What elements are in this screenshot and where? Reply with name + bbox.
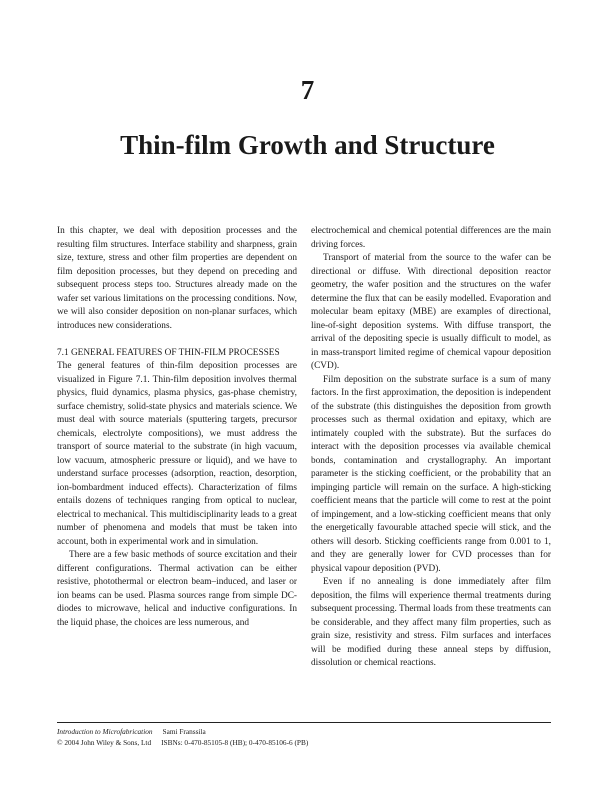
right-column — [311, 225, 551, 671]
footer-copyright: © 2004 John Wiley & Sons, Ltd — [57, 738, 152, 747]
body-paragraph: Transport of material from the source to the wafer can be directional or diffuse. With directional deposition reactor geometry, the wafer position and the structures on the wafer determine the flux that can be easily modelled. Evaporation and molecular beam epitaxy (MBE) are examples of directional, line-of-sight deposition systems. With diffuse transport, the arrival of the depositing specie is usually difficult to model, as in mass-transport limited regime of chemical vapour deposition (CVD). — [311, 253, 551, 371]
chapter-number: 7 — [300, 75, 315, 105]
body-paragraph: Film deposition on the substrate surface is a sum of many factors. In the first approximation, the deposition is independent of the substrate (this distinguishes the deposition from growth processes such as thermal oxidation and epitaxy, which are intimately coupled with the substrate). But the surfaces do interact with the deposition processes via available chemical bonds, contamination and crystallography. An important parameter is the sticking coefficient, or the probability that an impinging particle will remain on the surface. A high-sticking coefficient means that the particle will come to rest at the point of impingement, and a low-sticking coefficient means that only the energetically favourable attached specie will stick, and the others will desorb. Sticking coefficients range from 0.001 to 1, and they are generally lower for CVD processes than for physical vapour deposition (PVD). — [311, 374, 551, 574]
body-paragraph: The general features of thin-film deposition processes are visualized in Figure 7.1. Thin-film deposition involves thermal physics, fluid dynamics, plasma physics, gas-phase chemistry, surface chemistry, solid-state physics and materials science. We must deal with source materials (sputtering targets, precursor chemicals, electrolyte compositions), we must address the transport of source material to the substrate (in high vacuum, low vacuum, atmospheric pressure or liquid), and we have to understand surface processes (adsorption, reaction, desorption, ion-bombardment induced effects). Characterization of films entails dozens of techniques ranging from optical to nuclear, electrical to mechanical. This multidisciplinarity leads to a great number of phenomena and models that must be taken into account, both in experimental work and in simulation. — [57, 361, 297, 547]
left-column — [57, 225, 297, 630]
body-paragraph: There are a few basic methods of source excitation and their different configurations. Thermal activation can be either resistive, photothermal or electron beam–induced, and laser or ion beams can be used. Plasma sources range from simple DC-diodes to microwave, helical and inductive configurations. In the liquid phase, the choices are less numerous, and — [57, 550, 297, 628]
footer-book-title: Introduction to Microfabrication — [57, 727, 153, 736]
footer-divider — [57, 722, 551, 723]
footer-copyright-line — [57, 738, 551, 748]
intro-paragraph: In this chapter, we deal with deposition processes and the resulting film structures. Interface stability and sharpness, grain size, texture, stress and other film properties are dependent on film deposition processes, but they depend on preceding and subsequent process steps too. Structures already made on the wafer set various limitations on the processing conditions. Now, we will also consider deposition on non-planar surfaces, which introduces new considerations. — [57, 226, 297, 331]
body-paragraph: Even if no annealing is done immediately after film deposition, the films will experience thermal treatments during subsequent processing. Thermal loads from these treatments can be considerable, and they affect many film properties, such as grain size, resistivity and stress. Film surfaces and interfaces will be modified during these anneal steps by diffusion, dissolution or chemical reactions. — [311, 577, 551, 668]
footer-author: Sami Franssila — [162, 727, 206, 736]
chapter-title: Thin-film Growth and Structure — [120, 130, 495, 160]
footer-isbns: ISBNs: 0-470-85105-8 (HB); 0-470-85106-6 (PB) — [161, 738, 309, 747]
body-paragraph-continued: electrochemical and chemical potential differences are the main driving forces. — [311, 226, 551, 250]
section-heading: 7.1 GENERAL FEATURES OF THIN-FILM PROCESSES — [57, 347, 280, 358]
footer-book-line — [57, 727, 551, 737]
